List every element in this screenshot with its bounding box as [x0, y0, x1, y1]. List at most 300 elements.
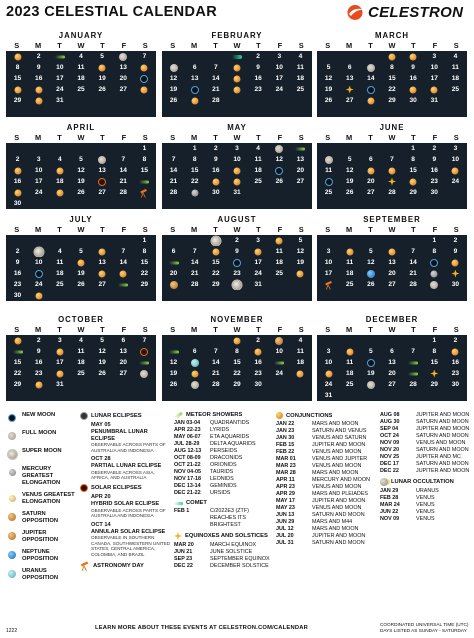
day-cell: 28 — [388, 189, 396, 196]
empty-cell — [184, 235, 205, 246]
day-cell — [205, 176, 226, 187]
weekday-label: S — [142, 41, 148, 50]
empty-cell — [248, 290, 269, 301]
weekday-label: F — [277, 133, 283, 142]
day-cell: 9 — [36, 64, 41, 71]
empty-cell — [92, 235, 113, 246]
meteor-row: JAN 03-04 QUADRANTIDS — [174, 420, 250, 426]
day-cell: 20 — [119, 75, 127, 82]
planet-icon — [6, 530, 18, 542]
day-cell: 12 — [77, 167, 85, 174]
weekday-label: W — [77, 225, 85, 234]
meteor-row: NOV 17-18 LEONIDS — [174, 476, 234, 482]
conj-icon — [255, 248, 262, 255]
day-cell: 21 — [212, 370, 220, 377]
day-cell: 16 — [254, 359, 262, 366]
brand-name: CELESTRON — [368, 4, 464, 21]
empty-cell — [184, 390, 205, 401]
empty-cell — [163, 143, 184, 154]
empty-cell — [339, 106, 360, 117]
day-cell — [184, 95, 205, 106]
day-cell: 19 — [77, 270, 85, 277]
footer-link-text[interactable]: LEARN MORE ABOUT THESE EVENTS AT CELESTRON.COM/CALENDAR — [95, 625, 309, 631]
day-cell — [248, 246, 269, 257]
conjunction-row: MAR 23 VENUS AND MOON — [276, 463, 362, 469]
page-title: 2023 CELESTIAL CALENDAR — [6, 4, 218, 20]
equinox-heading: EQUINOXES AND SOLSTICES — [174, 532, 274, 540]
day-cell: 4 — [58, 156, 62, 163]
conj-icon — [452, 259, 459, 266]
weekday-label: W — [233, 325, 241, 334]
weekday-label: T — [256, 225, 261, 234]
day-cell: 27 — [119, 86, 127, 93]
day-cell — [445, 268, 466, 279]
day-cell: 25 — [346, 281, 354, 288]
empty-cell — [113, 290, 134, 301]
day-cell: 10 — [430, 64, 438, 71]
legend-conjunctions-2 — [380, 412, 472, 523]
empty-cell — [269, 198, 290, 209]
day-cell: 19 — [98, 75, 106, 82]
weekday-label: T — [57, 41, 62, 50]
day-cell: 4 — [453, 53, 458, 60]
neptune-icon — [367, 270, 375, 278]
month-grid — [6, 335, 156, 401]
day-cell — [226, 279, 247, 290]
day-cell: 18 — [56, 270, 64, 277]
day-cell: 29 — [409, 189, 417, 196]
meteor-row: OCT 08-09 DRACONIDS — [174, 455, 243, 461]
empty-cell — [381, 390, 402, 401]
day-cell: 7 — [411, 348, 415, 355]
day-cell: 16 — [13, 178, 22, 185]
conjunctions-heading: CONJUNCTIONS — [276, 412, 376, 419]
day-cell — [7, 165, 28, 176]
weekday-label: W — [388, 225, 396, 234]
empty-cell — [248, 198, 269, 209]
day-cell — [92, 176, 113, 187]
day-cell: 13 — [98, 167, 106, 174]
day-cell — [7, 346, 28, 357]
conj-icon — [233, 178, 240, 185]
day-cell: 18 — [77, 359, 85, 366]
empty-cell — [269, 379, 290, 390]
day-cell — [360, 165, 381, 176]
equinox-row: SEP 23 SEPTEMBER EQUINOX — [174, 556, 270, 562]
meteor-icon — [139, 361, 149, 364]
day-cell — [163, 257, 184, 268]
day-cell — [445, 165, 466, 176]
day-cell: 2 — [15, 156, 20, 163]
eclipse-icon — [140, 348, 148, 356]
day-cell — [381, 176, 402, 187]
day-cell — [226, 165, 247, 176]
venus-icon — [6, 492, 18, 504]
conj-icon — [77, 259, 84, 266]
empty-cell — [248, 106, 269, 117]
day-cell: 9 — [15, 259, 20, 266]
conjunction-row: JUN 29 MARS AND M44 — [276, 519, 353, 525]
day-cell: 25 — [77, 86, 85, 93]
weekday-label: F — [432, 225, 438, 234]
weekday-label: S — [170, 41, 176, 50]
lunar-eclipse-icon — [80, 412, 88, 420]
day-cell: 11 — [296, 64, 304, 71]
day-cell: 12 — [296, 248, 305, 255]
day-cell: 28 — [409, 281, 417, 288]
empty-cell — [445, 106, 466, 117]
weekday-label: M — [191, 325, 198, 334]
day-cell: 12 — [324, 75, 333, 82]
legend-label: URANUS OPPOSITION — [22, 568, 59, 581]
meteor-icon — [408, 361, 418, 364]
moon-new-icon — [367, 86, 375, 94]
conjunction-row: DEC 17 SATURN AND MOON — [380, 461, 469, 467]
moon-full-icon — [367, 64, 375, 72]
equinox-icon — [388, 178, 396, 186]
empty-cell — [113, 379, 134, 390]
day-cell: 1 — [432, 337, 437, 344]
moon-full-icon — [119, 53, 127, 61]
moon-full-icon — [275, 145, 283, 153]
day-cell: 2 — [256, 337, 260, 344]
day-cell — [424, 279, 445, 290]
empty-cell — [163, 51, 184, 62]
month-name: NOVEMBER — [210, 315, 264, 324]
day-cell — [28, 246, 49, 257]
day-cell: 21 — [119, 178, 127, 185]
weekday-label: W — [77, 133, 85, 142]
weekday-header — [6, 225, 156, 235]
day-cell: 2 — [256, 53, 260, 60]
month-name: JULY — [69, 215, 93, 224]
day-cell: 6 — [192, 64, 197, 71]
weekday-header — [6, 325, 156, 335]
day-cell: 17 — [275, 75, 283, 82]
moon-new-icon — [233, 259, 241, 267]
meteor-row: MAY 06-07 ETA AQUARIDS — [174, 434, 250, 440]
day-cell — [226, 84, 247, 95]
conjunction-row: FEB 15 JUPITER AND MOON — [276, 442, 366, 448]
comet-icon — [232, 55, 242, 59]
day-cell — [360, 379, 381, 390]
day-cell: 8 — [15, 64, 20, 71]
day-cell: 26 — [275, 178, 283, 185]
conj-icon — [191, 370, 198, 377]
celestron-logo — [346, 3, 470, 22]
day-cell — [226, 335, 247, 346]
day-cell: 15 — [140, 259, 149, 266]
weekday-label: S — [142, 133, 148, 142]
day-cell: 31 — [254, 281, 262, 288]
day-cell: 19 — [367, 370, 375, 377]
conjunction-row: APR 23 VENUS AND MOON — [276, 484, 362, 490]
day-cell: 3 — [326, 348, 331, 355]
month-july — [6, 214, 156, 301]
day-cell: 12 — [275, 156, 283, 163]
weekday-label: W — [77, 325, 85, 334]
empty-cell — [70, 390, 91, 401]
conj-icon — [452, 348, 459, 355]
empty-cell — [360, 143, 381, 154]
day-cell: 4 — [79, 53, 83, 60]
month-grid — [317, 335, 467, 401]
weekday-label: F — [121, 225, 127, 234]
empty-cell — [134, 290, 155, 301]
weekday-label: T — [213, 133, 218, 142]
day-cell: 29 — [430, 381, 438, 388]
legend-item — [6, 492, 78, 506]
month-november — [162, 314, 312, 401]
conjunction-row: MAR 01 VENUS AND JUPITER — [276, 456, 368, 462]
equinox-list — [174, 542, 274, 570]
day-cell: 7 — [142, 337, 147, 344]
moon-full-icon — [367, 381, 375, 389]
empty-cell — [92, 143, 113, 154]
empty-cell — [269, 187, 290, 198]
day-cell: 18 — [451, 75, 460, 82]
day-cell: 12 — [346, 167, 354, 174]
legend-label: SATURN OPPOSITION — [22, 511, 59, 524]
astro-icon — [140, 188, 149, 197]
empty-cell — [134, 198, 155, 209]
empty-cell — [49, 390, 70, 401]
empty-cell — [403, 390, 424, 401]
merc-icon — [6, 466, 18, 478]
meteor-icon — [139, 180, 149, 183]
day-cell: 21 — [212, 86, 220, 93]
weekday-header — [317, 133, 467, 143]
empty-cell — [445, 95, 466, 106]
equinox-icon — [451, 270, 459, 278]
day-cell — [424, 257, 445, 268]
day-cell: 8 — [411, 156, 415, 163]
day-cell: 6 — [390, 348, 394, 355]
empty-cell — [205, 51, 226, 62]
legend-eclipses — [80, 412, 172, 573]
day-cell: 11 — [325, 167, 333, 174]
empty-cell — [163, 198, 184, 209]
uranus-icon — [6, 568, 18, 580]
empty-cell — [184, 198, 205, 209]
empty-cell — [226, 290, 247, 301]
day-cell: 29 — [13, 381, 22, 388]
empty-cell — [163, 335, 184, 346]
weekday-label: F — [121, 133, 127, 142]
meteor-row: NOV 04-05 TAURIDS — [174, 469, 234, 475]
day-cell — [184, 368, 205, 379]
conj-icon — [35, 97, 42, 104]
conj-icon — [56, 348, 63, 355]
weekday-label: M — [35, 325, 42, 334]
empty-cell — [269, 106, 290, 117]
day-cell — [7, 187, 28, 198]
day-cell: 2 — [36, 337, 41, 344]
empty-cell — [339, 335, 360, 346]
month-october — [6, 314, 156, 401]
conj-icon — [410, 178, 417, 185]
day-cell: 28 — [212, 381, 220, 388]
day-cell: 5 — [100, 337, 104, 344]
empty-cell — [339, 290, 360, 301]
day-cell: 24 — [275, 86, 283, 93]
meteor-icon — [174, 411, 183, 419]
day-cell: 19 — [296, 259, 305, 266]
conj-icon — [35, 292, 42, 299]
empty-cell — [49, 106, 70, 117]
empty-cell — [113, 106, 134, 117]
conj-icon — [56, 167, 63, 174]
day-cell: 6 — [121, 337, 126, 344]
day-cell: 11 — [77, 64, 85, 71]
day-cell: 26 — [77, 189, 85, 196]
day-cell: 19 — [77, 178, 85, 185]
day-cell: 13 — [388, 359, 396, 366]
day-cell: 14 — [367, 75, 375, 82]
weekday-label: F — [432, 133, 438, 142]
neptune-icon — [6, 549, 18, 561]
empty-cell — [28, 390, 49, 401]
weekday-label: S — [142, 225, 148, 234]
empty-cell — [339, 198, 360, 209]
day-cell: 28 — [119, 189, 127, 196]
day-cell: 18 — [254, 167, 262, 174]
day-cell: 23 — [35, 370, 43, 377]
weekday-header — [6, 133, 156, 143]
day-cell — [163, 62, 184, 73]
day-cell: 2 — [432, 145, 437, 152]
conj-icon — [191, 97, 198, 104]
day-cell — [92, 268, 113, 279]
day-cell: 16 — [409, 75, 417, 82]
empty-cell — [248, 95, 269, 106]
conjunction-row: MAY 23 VENUS AND MOON — [276, 505, 362, 511]
legend-meteors — [174, 412, 274, 570]
day-cell — [49, 368, 70, 379]
empty-cell — [92, 390, 113, 401]
empty-cell — [290, 379, 311, 390]
weekday-label: S — [170, 133, 176, 142]
equinox-row: MAR 20 MARCH EQUINOX — [174, 542, 257, 548]
month-may — [162, 122, 312, 209]
day-cell — [28, 95, 49, 106]
empty-cell — [290, 187, 311, 198]
weekday-label: T — [57, 225, 62, 234]
day-cell — [269, 165, 290, 176]
weekday-label: S — [453, 325, 459, 334]
day-cell: 9 — [453, 248, 458, 255]
meteor-showers-heading: METEOR SHOWERS — [174, 412, 274, 418]
day-cell — [28, 290, 49, 301]
day-cell — [290, 143, 311, 154]
legend-item — [6, 530, 78, 544]
day-cell: 13 — [98, 259, 106, 266]
empty-cell — [92, 198, 113, 209]
day-cell: 23 — [254, 86, 262, 93]
day-cell: 17 — [56, 75, 64, 82]
day-cell: 3 — [453, 145, 458, 152]
month-name: MARCH — [374, 31, 410, 40]
day-cell: 23 — [233, 270, 241, 277]
empty-cell — [7, 235, 28, 246]
day-cell: 13 — [296, 156, 305, 163]
conj-icon — [388, 53, 395, 60]
moon-new-icon — [191, 86, 199, 94]
day-cell — [403, 368, 424, 379]
meteor-icon — [13, 350, 23, 353]
day-cell: 2 — [235, 237, 239, 244]
day-cell: 2 — [453, 337, 458, 344]
conjunction-list — [276, 421, 376, 547]
empty-cell — [226, 95, 247, 106]
day-cell: 16 — [451, 359, 460, 366]
legend-phases — [6, 412, 78, 587]
empty-cell — [70, 198, 91, 209]
day-cell — [318, 176, 339, 187]
equinox-icon — [346, 86, 354, 94]
empty-cell — [70, 143, 91, 154]
weekday-header — [162, 133, 312, 143]
day-cell: 16 — [35, 75, 43, 82]
day-cell — [269, 235, 290, 246]
day-cell: 17 — [254, 259, 262, 266]
day-cell — [184, 379, 205, 390]
weekday-label: T — [256, 41, 261, 50]
day-cell — [226, 51, 247, 62]
day-cell: 31 — [233, 189, 241, 196]
day-cell — [163, 279, 184, 290]
day-cell — [184, 84, 205, 95]
day-cell: 9 — [235, 248, 239, 255]
legend-label: NEPTUNE OPPOSITION — [22, 549, 59, 562]
conj-icon — [35, 381, 42, 388]
day-cell — [134, 357, 155, 368]
day-cell — [248, 346, 269, 357]
day-cell — [49, 187, 70, 198]
day-cell — [205, 235, 226, 246]
empty-cell — [424, 290, 445, 301]
day-cell — [226, 73, 247, 84]
conj-icon — [141, 86, 148, 93]
weekday-label: T — [411, 133, 416, 142]
day-cell — [92, 154, 113, 165]
day-cell: 22 — [388, 86, 396, 93]
comet-heading: COMET — [174, 500, 274, 506]
day-cell: 30 — [13, 200, 22, 207]
day-cell: 27 — [119, 370, 127, 377]
conj-icon — [120, 270, 127, 277]
day-cell: 5 — [79, 248, 83, 255]
day-cell — [360, 268, 381, 279]
day-cell: 19 — [169, 370, 178, 377]
conjunction-row: DEC 22 JUPITER AND MOON — [380, 468, 470, 474]
day-cell: 14 — [212, 359, 220, 366]
day-cell: 17 — [35, 178, 43, 185]
empty-cell — [318, 143, 339, 154]
weekday-label: F — [432, 41, 438, 50]
empty-cell — [205, 198, 226, 209]
weekday-label: S — [298, 133, 304, 142]
day-cell: 13 — [346, 75, 354, 82]
legend-item — [6, 412, 78, 424]
day-cell: 31 — [56, 381, 64, 388]
empty-cell — [205, 106, 226, 117]
day-cell — [113, 51, 134, 62]
conj-icon — [233, 75, 240, 82]
day-cell — [226, 176, 247, 187]
day-cell: 30 — [212, 189, 220, 196]
empty-cell — [403, 198, 424, 209]
